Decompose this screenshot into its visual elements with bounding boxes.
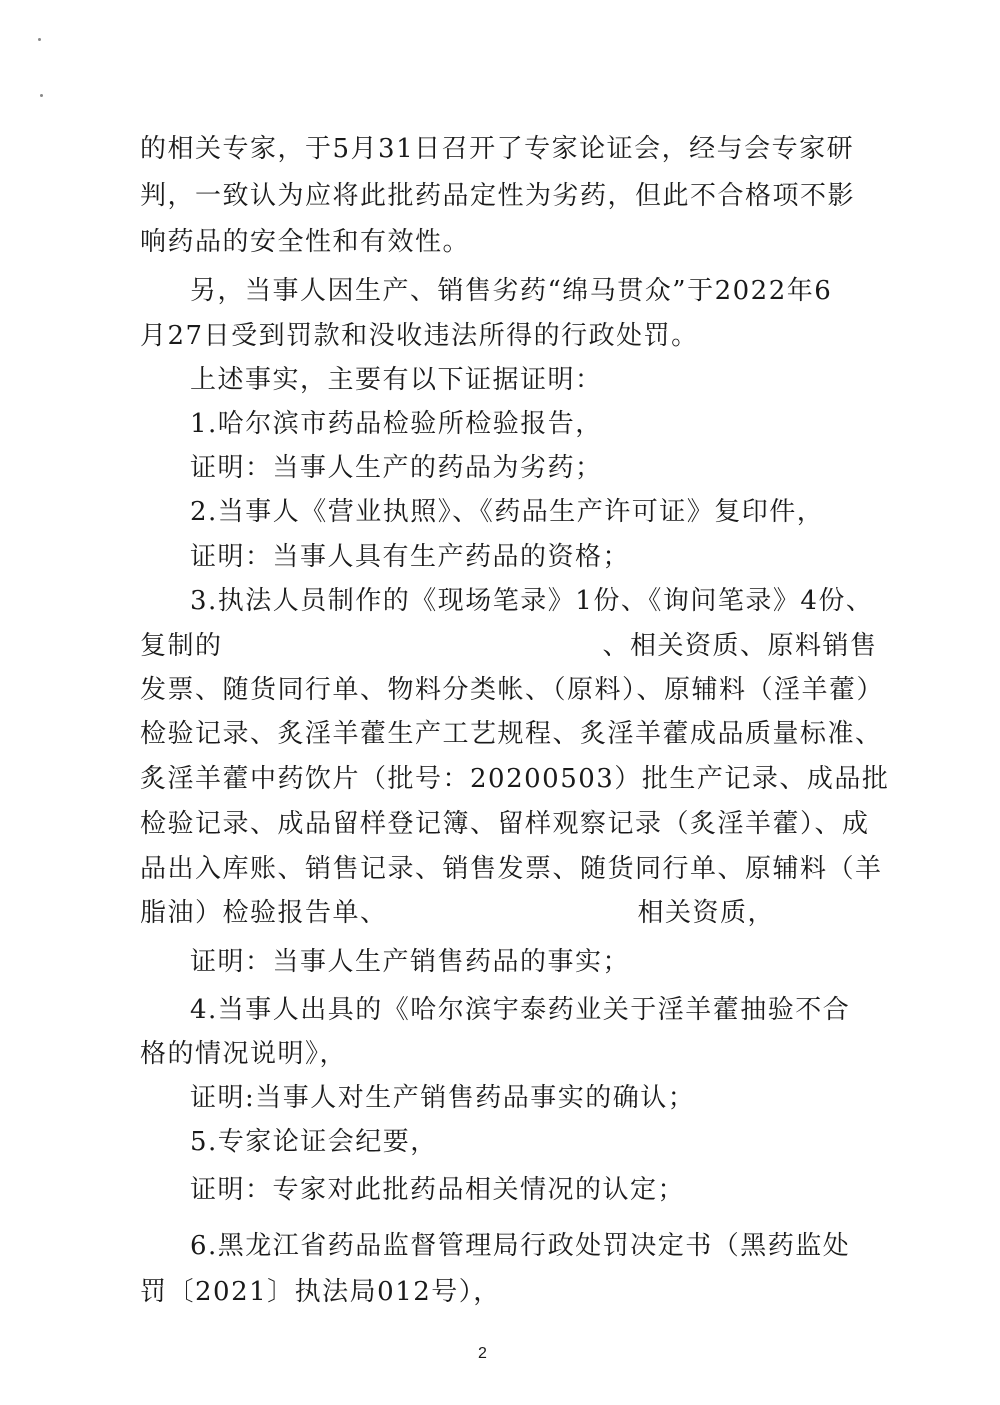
text-line: 月27日受到罚款和没收违法所得的行政处罚。	[140, 321, 699, 351]
scan-speck	[40, 94, 43, 97]
text-line: 证明:当事人对生产销售药品事实的确认；	[190, 1083, 696, 1113]
text-line: 判，一致认为应将此批药品定性为劣药，但此不合格项不影	[140, 181, 856, 211]
text-segment: 相关资质，	[637, 898, 776, 928]
text-segment: 复制的	[140, 631, 223, 661]
text-line: 4.当事人出具的《哈尔滨宇泰药业关于淫羊藿抽验不合	[190, 995, 851, 1025]
text-line: 1.哈尔滨市药品检验所检验报告，	[190, 409, 603, 439]
text-line: 罚〔2021〕执法局012号），	[140, 1277, 501, 1307]
text-line: 格的情况说明》，	[140, 1039, 348, 1069]
text-line: 2.当事人《营业执照》、《药品生产许可证》复印件，	[190, 497, 825, 527]
scan-speck	[38, 38, 41, 41]
text-line: 3.执法人员制作的《现场笔录》1份、《询问笔录》4份、	[190, 586, 874, 616]
text-line: 检验记录、炙淫羊藿生产工艺规程、炙淫羊藿成品质量标准、	[140, 719, 883, 749]
text-line: 证明：当事人生产销售药品的事实；	[190, 947, 631, 977]
text-segment: 脂油）检验报告单、	[140, 898, 388, 928]
text-line: 上述事实，主要有以下证据证明：	[190, 365, 603, 395]
text-line: 5.专家论证会纪要，	[190, 1127, 438, 1157]
text-line: 另，当事人因生产、销售劣药“绵马贯众”于2022年6	[190, 276, 833, 306]
text-line: 6.黑龙江省药品监督管理局行政处罚决定书（黑药监处	[190, 1231, 851, 1261]
text-line: 的相关专家，于5月31日召开了专家论证会，经与会专家研	[140, 134, 855, 164]
text-line: 发票、随货同行单、物料分类帐、（原料）、原辅料（淫羊藿）	[140, 675, 885, 705]
text-line	[140, 630, 878, 662]
text-line: 炙淫羊藿中药饮片（批号：20200503）批生产记录、成品批	[140, 764, 890, 794]
text-line: 检验记录、成品留样登记簿、留样观察记录（炙淫羊藿）、成	[140, 809, 870, 839]
text-line: 证明：当事人生产的药品为劣药；	[190, 453, 603, 483]
text-line: 品出入库账、销售记录、销售发票、随货同行单、原辅料（羊	[140, 854, 883, 884]
text-line: 证明：专家对此批药品相关情况的认定；	[190, 1175, 686, 1205]
text-line: 响药品的安全性和有效性。	[140, 227, 471, 257]
text-segment: 、相关资质、原料销售	[602, 631, 878, 661]
text-line: 证明：当事人具有生产药品的资格；	[190, 542, 631, 572]
text-line	[140, 897, 775, 929]
page-number: 2	[478, 1345, 487, 1362]
